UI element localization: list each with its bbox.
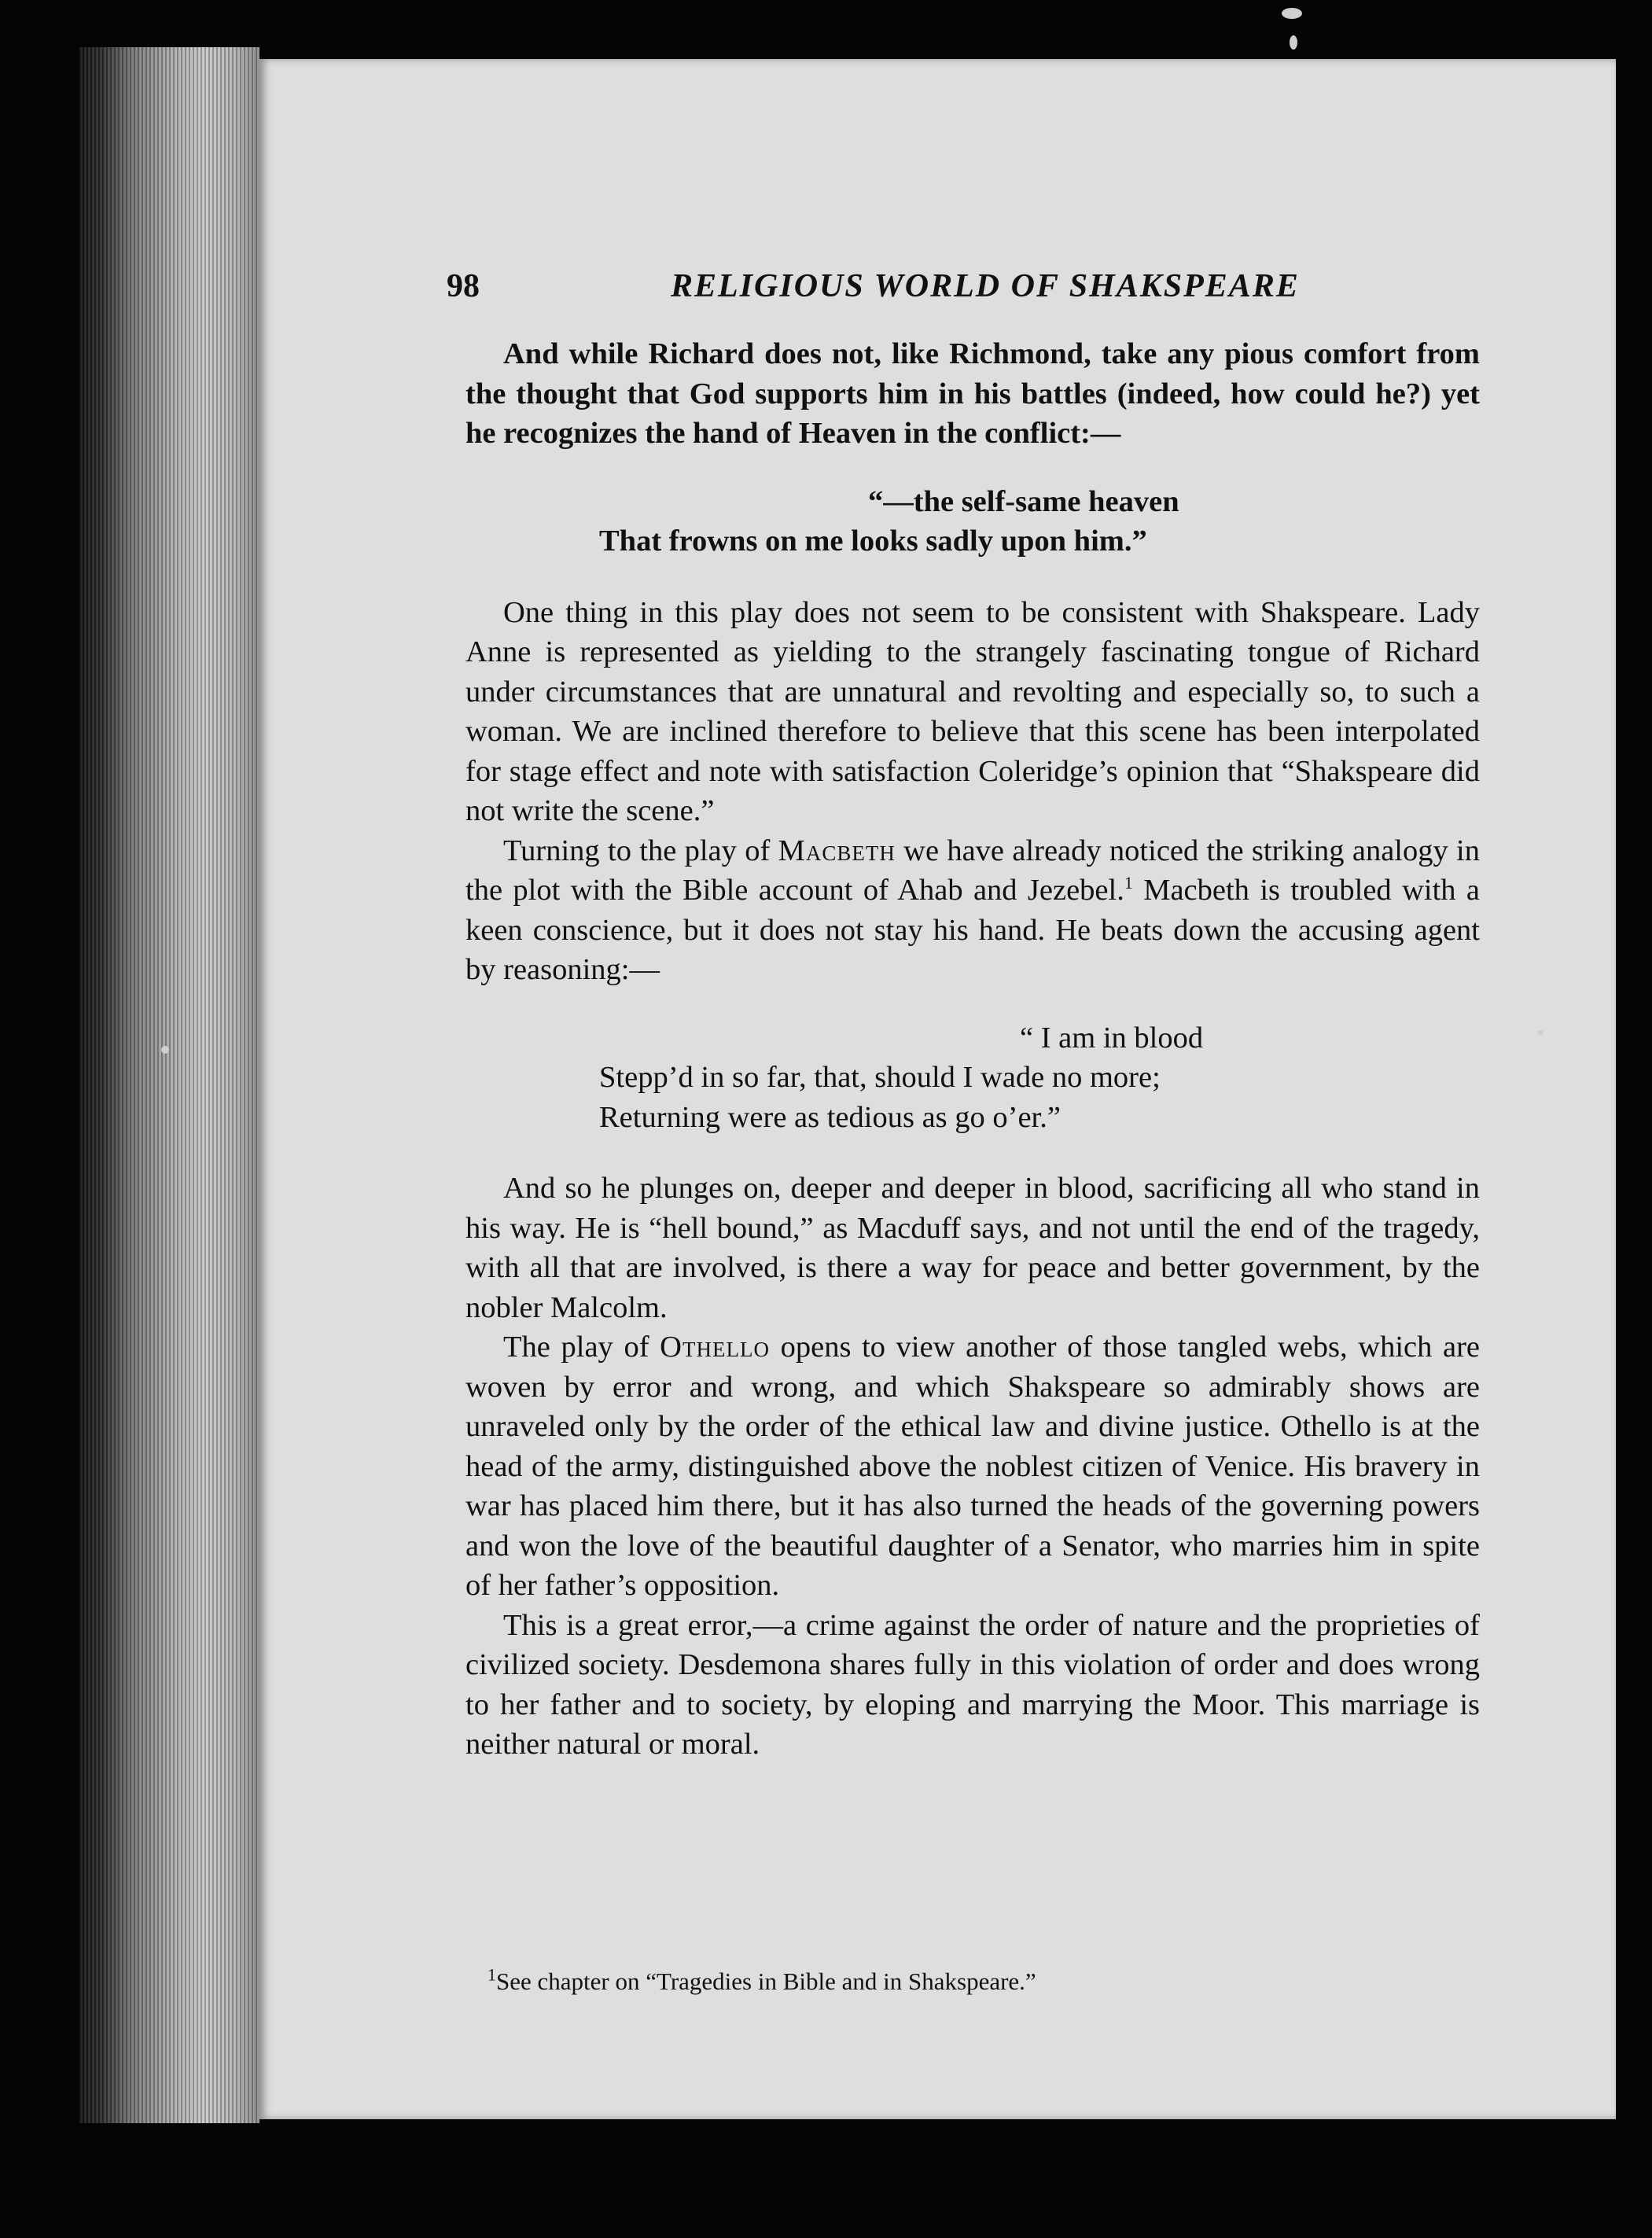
verse-line: Stepp’d in so far, that, should I wade no more; [599, 1061, 1161, 1094]
paragraph-3-text: we have already noticed the striking analogy in the plot with the Bible account of Ahab and Jezebel. [465, 834, 1480, 907]
paragraph-1: And while Richard does not, like Richmond, take any pious comfort from the thought that God supports him in his battles (indeed, how could he?) yet he recognizes the hand of Heaven in the conflict:— [465, 337, 1480, 450]
page-number: 98 [447, 268, 480, 304]
footnote [488, 1966, 1478, 1997]
running-head [447, 267, 1477, 315]
scan-speck [1282, 8, 1302, 19]
scan-speck [1290, 35, 1297, 50]
footnote-mark: 1 [488, 1964, 496, 1985]
paragraph-5-text: opens to view another of those tangled webs, which are woven by error and wrong, and which Shakspeare so admirably shows are unraveled only by the order of the ethical law and divine justice. Othello is at the head of the army, distinguished above the noblest citizen of Venice. His bravery in war has placed him there, but it has also turned the heads of the governing powers and won the love of the beautiful daughter of a Senator, who marries him in spite of her father’s opposition. [465, 1331, 1481, 1602]
paragraph-3-lead: Turning to the play of [503, 834, 771, 867]
body-text [465, 334, 1480, 1765]
paragraph-6: This is a great error,—a crime against the order of nature and the proprieties of civilized society. Desdemona shares fully in this violation of order and does wrong to her father and to society, by eloping and marrying the Moor. This marriage is neither natural or moral. [465, 1608, 1480, 1761]
paragraph-5-lead: The play of [503, 1331, 649, 1364]
verse-quote-1 [465, 482, 1480, 561]
verse-quote-2 [465, 1018, 1480, 1138]
paragraph-3 [465, 831, 1480, 990]
running-title: RELIGIOUS WORLD OF SHAKSPEARE [671, 268, 1300, 304]
verse-line: “ I am in blood [1020, 1021, 1204, 1055]
scan-speck [1537, 1030, 1543, 1035]
play-title-othello: Othello [660, 1331, 770, 1364]
paragraph-2: One thing in this play does not seem to be consistent with Shakspeare. Lady Anne is represented as yielding to the strangely fascinating tongue of Richard under circumstances that are unnatural and revolting and especially so, to such a woman. We are inclined therefore to believe that this scene has been interpolated for stage effect and note with satisfaction Coleridge’s opinion that “Shakspeare did not write the scene.” [465, 595, 1480, 827]
scan-speck [161, 1046, 169, 1054]
paragraph-4: And so he plunges on, deeper and deeper in blood, sacrificing all who stand in his way. He is “hell bound,” as Macduff says, and not until the end of the tragedy, with all that are involved, is there a way for peace and better government, by the nobler Malcolm. [465, 1172, 1480, 1324]
verse-line: “—the self-same heaven [868, 484, 1179, 518]
verse-line: That frowns on me looks sadly upon him.” [599, 525, 1147, 558]
paragraph-3-rest: Macbeth is troubled with a keen conscience, but it does not stay his hand. He beats down the accusing agent by reasoning:— [465, 874, 1480, 986]
footnote-text: See chapter on “Tragedies in Bible and in Shakspeare.” [496, 1967, 1036, 1995]
paragraph-5 [465, 1327, 1480, 1606]
footnote-reference: 1 [1124, 873, 1133, 893]
play-title-macbeth: Macbeth [778, 834, 896, 867]
book-edge [79, 47, 259, 2123]
verse-line: Returning were as tedious as go o’er.” [599, 1100, 1061, 1134]
